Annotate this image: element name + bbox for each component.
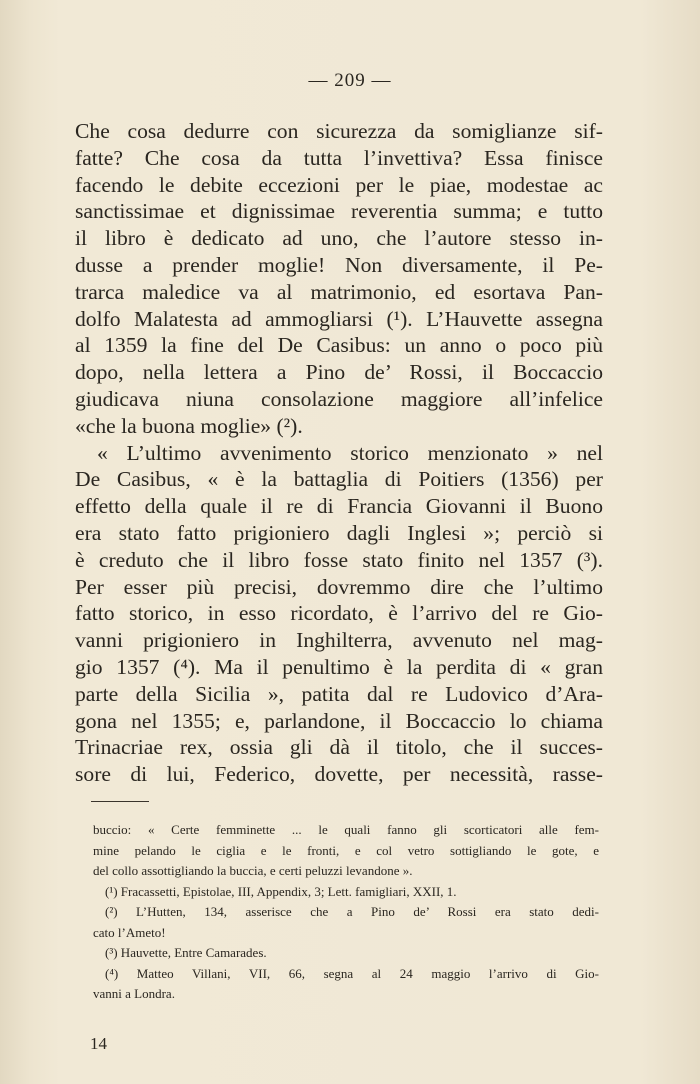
text-line: al 1359 la fine del De Casibus: un anno o poco più [75, 333, 603, 358]
text-line: trarca maledice va al matrimonio, ed esortava Pan- [75, 279, 603, 304]
footnote-line: del collo assottigliando la buccia, e certi peluzzi levandone ». [93, 863, 413, 878]
footnote-line: buccio: « Certe femminette ... le quali fanno gli scorticatori alle fem- [93, 822, 599, 837]
text-line: giudicava niuna consolazione maggiore all’infelice [75, 386, 603, 411]
footnote-line: mine pelando le ciglia e le fronti, e col vetro sottigliando le gote, e [93, 842, 599, 858]
text-line: dolfo Malatesta ad ammogliarsi (¹). L’Hauvette assegna [75, 306, 603, 331]
text-line: Trinacriae rex, ossia gli dà il titolo, che il succes- [75, 735, 603, 760]
text-line: sanctissimae et dignissimae reverentia summa; e tutto [75, 199, 603, 224]
text-line: sore di lui, Federico, dovette, per necessità, rasse- [75, 762, 603, 787]
body-text [75, 118, 603, 788]
text-line: effetto della quale il re di Francia Giovanni il Buono [75, 494, 603, 519]
text-line: è creduto che il libro fosse stato finito nel 1357 (³). [75, 547, 603, 572]
footnote-3: (³) Hauvette, Entre Camarades. [105, 945, 267, 960]
text-line: vanni prigioniero in Inghilterra, avvenuto nel mag- [75, 628, 603, 653]
page-number: — 209 — [308, 70, 392, 91]
footnote-1: (¹) Fracassetti, Epistolae, III, Appendix, 3; Lett. famigliari, XXII, 1. [105, 883, 457, 899]
text-line: fatte? Che cosa da tutta l’invettiva? Essa finisce [75, 145, 603, 170]
footnote-2-continued: cato l’Ameto! [93, 924, 166, 940]
footnotes [93, 820, 599, 1005]
text-line: il libro è dedicato ad uno, che l’autore stesso in- [75, 226, 603, 251]
footnote-4-continued: vanni a Londra. [93, 986, 175, 1001]
footnote-divider [91, 801, 149, 802]
text-line: era stato fatto prigioniero dagli Inglesi »; perciò si [75, 520, 603, 545]
text-line: dopo, nella lettera a Pino de’ Rossi, il Boccaccio [75, 360, 603, 385]
text-line: facendo le debite eccezioni per le piae, modestae ac [75, 172, 603, 197]
text-line: «che la buona moglie» (²). [75, 413, 303, 438]
footnote-4: (⁴) Matteo Villani, VII, 66, segna al 24 maggio l’arrivo di Gio- [105, 965, 599, 981]
signature-mark: 14 [90, 1034, 107, 1053]
text-line: Per esser più precisi, dovremmo dire che l’ultimo [75, 574, 603, 599]
text-line: gio 1357 (⁴). Ma il penultimo è la perdita di « gran [75, 654, 603, 679]
text-line: fatto storico, in esso ricordato, è l’arrivo del re Gio- [75, 601, 603, 626]
text-line: parte della Sicilia », patita dal re Ludovico d’Ara- [75, 681, 603, 706]
text-line: dusse a prender moglie! Non diversamente, il Pe- [75, 252, 603, 277]
text-line: Che cosa dedurre con sicurezza da somiglianze sif- [75, 119, 603, 143]
text-line: gona nel 1355; e, parlandone, il Boccaccio lo chiama [75, 708, 603, 733]
footnote-2: (²) L’Hutten, 134, asserisce che a Pino de’ Rossi era stato dedi- [105, 904, 599, 919]
text-line: « L’ultimo avvenimento storico menzionato » nel [97, 440, 603, 465]
text-line: De Casibus, « è la battaglia di Poitiers (1356) per [75, 467, 603, 492]
